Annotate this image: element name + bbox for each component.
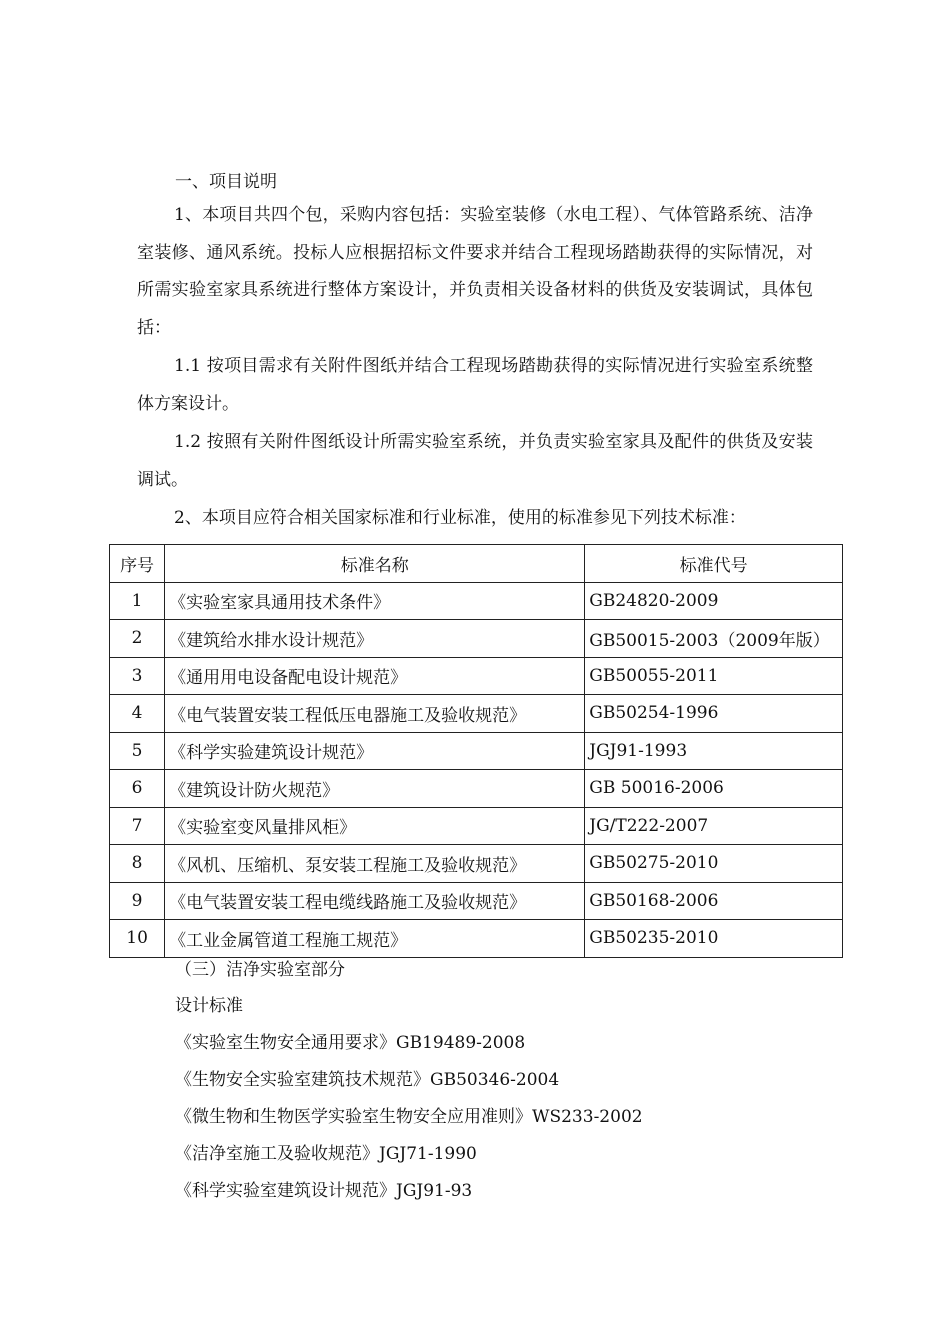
- cell-name: 《建筑设计防火规范》: [165, 770, 585, 808]
- cell-name: 《电气装置安装工程电缆线路施工及验收规范》: [165, 882, 585, 920]
- cell-no: 1: [110, 582, 165, 620]
- cell-no: 4: [110, 695, 165, 733]
- table-row: [110, 845, 843, 883]
- cell-code: GB 50016-2006: [585, 770, 843, 808]
- cell-name: 《建筑给水排水设计规范》: [165, 620, 585, 658]
- cell-code: JGJ91-1993: [585, 732, 843, 770]
- cell-no: 7: [110, 807, 165, 845]
- standard-item: 《科学实验室建筑设计规范》JGJ91-93: [175, 1181, 473, 1201]
- cell-code: JG/T222-2007: [585, 807, 843, 845]
- cell-code: GB50168-2006: [585, 882, 843, 920]
- cell-name: 《通用用电设备配电设计规范》: [165, 657, 585, 695]
- table-row: [110, 732, 843, 770]
- design-standards-heading: 设计标准: [175, 996, 243, 1016]
- paragraph-standards-intro: 2、本项目应符合相关国家标准和行业标准，使用的标准参见下列技术标准：: [174, 508, 746, 528]
- cell-code: GB50275-2010: [585, 845, 843, 883]
- cell-code: GB24820-2009: [585, 582, 843, 620]
- table-row: [110, 807, 843, 845]
- cell-no: 5: [110, 732, 165, 770]
- section-heading: 一、项目说明: [175, 172, 277, 192]
- paragraph-item-1-2: 1.2 按照有关附件图纸设计所需实验室系统，并负责实验室家具及配件的供货及安装调试。: [137, 432, 813, 490]
- cell-no: 2: [110, 620, 165, 658]
- column-header-no: 序号: [110, 545, 165, 583]
- standard-item: 《生物安全实验室建筑技术规范》GB50346-2004: [175, 1070, 560, 1090]
- paragraph-scope: 1、本项目共四个包，采购内容包括：实验室装修（水电工程）、气体管路系统、洁净室装修、通风系统。投标人应根据招标文件要求并结合工程现场踏勘获得的实际情况，对所需实验室家具系统进行整体方案设计，并负责相关设备材料的供货及安装调试，具体包括：: [137, 205, 813, 338]
- cell-code: GB50015-2003（2009年版）: [585, 620, 843, 658]
- section-heading-clean-lab: （三）洁净实验室部分: [175, 960, 345, 980]
- cell-no: 8: [110, 845, 165, 883]
- cell-code: GB50055-2011: [585, 657, 843, 695]
- table-row: [110, 657, 843, 695]
- table-row: [110, 582, 843, 620]
- cell-code: GB50235-2010: [585, 920, 843, 958]
- table-row: [110, 620, 843, 658]
- cell-name: 《科学实验建筑设计规范》: [165, 732, 585, 770]
- standards-table: [109, 544, 843, 958]
- table-row: [110, 770, 843, 808]
- table-row: [110, 695, 843, 733]
- table-row: [110, 882, 843, 920]
- paragraph-item-1-1: 1.1 按项目需求有关附件图纸并结合工程现场踏勘获得的实际情况进行实验室系统整体方案设计。: [137, 356, 813, 414]
- column-header-code: 标准代号: [585, 545, 843, 583]
- cell-no: 9: [110, 882, 165, 920]
- standard-item: 《实验室生物安全通用要求》GB19489-2008: [175, 1033, 526, 1053]
- standard-item: 《洁净室施工及验收规范》JGJ71-1990: [175, 1144, 477, 1164]
- table-row: [110, 920, 843, 958]
- cell-code: GB50254-1996: [585, 695, 843, 733]
- cell-name: 《工业金属管道工程施工规范》: [165, 920, 585, 958]
- cell-name: 《实验室家具通用技术条件》: [165, 582, 585, 620]
- standard-item: 《微生物和生物医学实验室生物安全应用准则》WS233-2002: [175, 1107, 643, 1127]
- cell-no: 6: [110, 770, 165, 808]
- cell-name: 《风机、压缩机、泵安装工程施工及验收规范》: [165, 845, 585, 883]
- table-header-row: [110, 545, 843, 583]
- cell-no: 10: [110, 920, 165, 958]
- cell-name: 《实验室变风量排风柜》: [165, 807, 585, 845]
- cell-name: 《电气装置安装工程低压电器施工及验收规范》: [165, 695, 585, 733]
- column-header-name: 标准名称: [165, 545, 585, 583]
- cell-no: 3: [110, 657, 165, 695]
